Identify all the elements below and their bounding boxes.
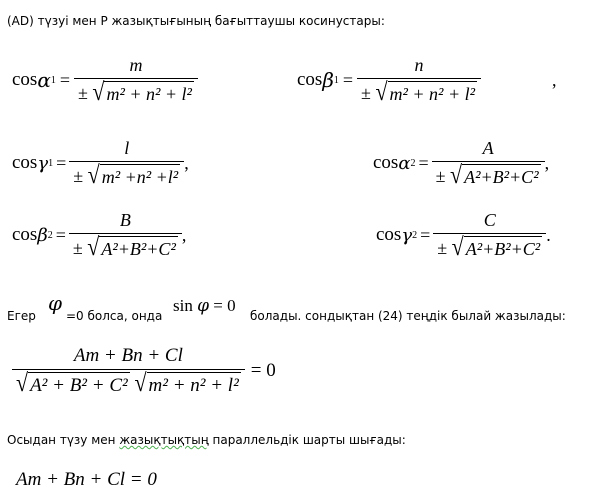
beta-symbol: β (37, 224, 48, 246)
comma: , (552, 70, 557, 90)
radical: √ m² + n² + l² (92, 76, 192, 106)
radical-mnl: √ m² + n² + l² (134, 367, 239, 397)
condition-text-start: Егер (7, 309, 36, 323)
eq-cos-beta1 (297, 55, 481, 105)
radical: √ m² + n² + l² (375, 76, 475, 106)
cos-label: cos (12, 152, 38, 173)
radical: √ m² +n² +l² (87, 159, 179, 189)
phi-symbol: φ (48, 291, 63, 315)
radicand: m² + n² + l² (388, 81, 477, 105)
condition-text-end: болады. сондықтан (24) теңдік былай жазылады: (250, 309, 566, 323)
radical: √ A²+B²+C² (87, 231, 176, 261)
subscript: 2 (47, 229, 53, 241)
radicand: A² + B² + C² (28, 372, 130, 397)
plus-minus: ± (72, 238, 83, 258)
numerator: l (124, 138, 130, 158)
equals: = (59, 69, 70, 90)
phi-symbol: φ (197, 296, 209, 316)
alpha-symbol: α (37, 68, 51, 92)
parallel-text-a: Осыдан түзу мен (7, 433, 120, 447)
parallel-text-b: жазықтықтың (119, 433, 209, 447)
equals: = (342, 69, 354, 90)
equals: = (420, 224, 431, 245)
numerator: Am + Bn + Cl (73, 345, 183, 366)
sin-phi-equation (173, 296, 236, 316)
radical-abc: √ A² + B² + C² (16, 367, 128, 397)
denominator (432, 161, 545, 188)
fraction (433, 210, 546, 260)
fraction (12, 345, 245, 397)
radical: √ A²+B²+C² (450, 159, 539, 189)
denominator (74, 78, 198, 105)
plus-minus: ± (73, 166, 84, 186)
radicand: A²+B²+C² (462, 164, 540, 188)
eq-cos-beta2 (12, 210, 186, 260)
eq-cos-gamma1 (12, 138, 189, 188)
equals-zero: = 0 (250, 360, 276, 381)
plus-minus: ± (78, 83, 88, 103)
subscript: 1 (50, 74, 56, 86)
subscript: 1 (48, 157, 54, 169)
numerator: m (129, 55, 143, 75)
fraction (357, 55, 481, 105)
denominator (12, 369, 245, 397)
denominator (69, 161, 184, 188)
eq-main-zero (12, 345, 276, 397)
eq-parallel-condition: Am + Bn + Cl = 0 (16, 469, 157, 490)
eq-cos-gamma2: cos γ 2 = C ± √ A²+B²+C² . (376, 210, 551, 261)
denominator (357, 78, 481, 105)
plus-minus: ± (435, 166, 446, 186)
equals: = (418, 152, 429, 173)
cos-label: cos (12, 224, 38, 245)
denominator (433, 233, 546, 260)
equals: = (55, 224, 66, 245)
equals: = (56, 152, 67, 173)
comma: , (544, 152, 550, 173)
cos-label: cos (376, 224, 402, 245)
beta-symbol: β (322, 68, 334, 92)
gamma-symbol: γ (37, 152, 49, 174)
fraction (69, 210, 182, 260)
radical: √ A²+B²+C² (451, 231, 541, 261)
parallel-text (7, 433, 406, 447)
radicand: m² +n² +l² (100, 164, 180, 188)
subscript: 2 (410, 157, 416, 169)
eq-cos-alpha2 (373, 138, 549, 188)
numerator: C (483, 210, 496, 230)
sin-label: sin (173, 296, 193, 315)
fraction (432, 138, 545, 188)
gamma-symbol: γ (401, 224, 413, 246)
denominator (69, 233, 182, 260)
fraction (74, 55, 198, 105)
cos-label: cos (297, 69, 323, 90)
radicand: m² + n² + l² (104, 81, 193, 105)
alpha-symbol: α (398, 152, 411, 174)
fraction (69, 138, 184, 188)
subscript: 1 (333, 74, 339, 86)
zero: 0 (227, 296, 236, 315)
numerator: A (482, 138, 494, 158)
comma: , (184, 152, 189, 173)
plus-minus: ± (361, 83, 371, 103)
parallel-text-c: параллельдік шарты шығады: (208, 433, 406, 447)
plus-minus: ± (437, 238, 448, 258)
intro-text: (AD) түзуі мен P жазықтығының бағыттаушы косинустары: (7, 14, 385, 28)
condition-text-mid: =0 болса, онда (66, 309, 163, 323)
numerator: n (414, 55, 424, 75)
comma: , (181, 224, 187, 245)
subscript: 2 (412, 229, 418, 241)
cos-label: cos (373, 152, 399, 173)
radicand: m² + n² + l² (147, 372, 241, 397)
radicand: A²+B²+C² (99, 236, 177, 260)
cos-label: cos (12, 69, 38, 90)
equals: = (213, 296, 223, 315)
radicand: A²+B²+C² (464, 236, 542, 260)
numerator: B (119, 210, 131, 230)
eq-cos-alpha1 (12, 55, 198, 105)
